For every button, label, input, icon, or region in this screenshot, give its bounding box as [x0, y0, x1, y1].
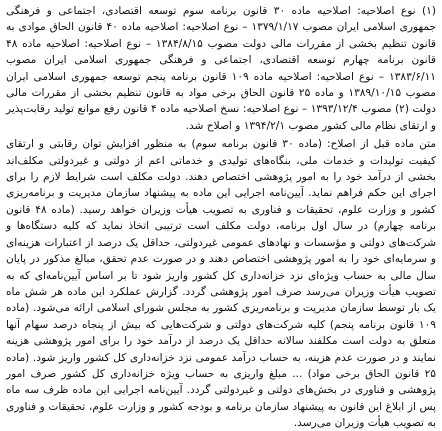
paragraph-amendment-type: (۱) نوع اصلاحیه: اصلاحیه ماده ۳۰ قانون برنامه سوم توسعه اقتصادی، اجتماعی و فرهنگی جمهوری اسلامی ایران مصوب ۱۳۷۹/۱/۱۷ – نوع اصلاحیه: اصلاحیه ماده ۴۰ قانون الحاق موادی به قانون تنظیم بخشی از مقررات مالی دولت مصوب ۱۳۸۴/۸/۱۵ – نوع اصلاحیه: اصلاحیه ماده ۴۸ قانون برنامه چهارم توسعه اقتصادی، اجتماعی و فرهنگی جمهوری اسلامی ایران مصوب ۱۳۸۳/۶/۱۱ – نوع اصلاحیه: اصلاحیه ماده ۱۰۹ قانون برنامه پنجم توسعه جمهوری اسلامی ایران مصوب ۱۳۸۹/۱۰/۱۵ و ماده ۲۵ قانون الحاق برخی مواد به قانون تنظیم بخشی از مقررات مالی دولت (۲) مصوب ۱۳۹۳/۱۲/۴ – نوع اصلاحیه: نسخ اصلاحیه ماده ۴ قانون رفع موانع تولید رقابت‌پذیر و ارتقای نظام مالی کشور مصوب ۱۳۹۴/۲/۱ و اصلاح شد.	[6, 5, 436, 132]
paragraph-text-before-amendment: متن ماده قبل از اصلاح: (ماده ۳۰ قانون برنامه سوم) به منظور افزایش توان رقابتی و ارتقای کیفیت تولیدات و خدمات ملی، بنگاه‌های تولیدی و خدماتی اعم از دولتی و غیردولتی مکلف‌اند بخشی از درآمد خود را به امور پژوهشی اختصاص دهند. دولت مکلف است شرایط لازم را برای اجرای این حکم فراهم نماید. آیین‌نامه اجرایی این ماده به پیشنهاد سازمان مدیریت و برنامه‌ریزی کشور و وزارت علوم، تحقیقات و فناوری به تصویب هیأت وزیران خواهد رسید. (ماده ۴۸ قانون برنامه چهارم) در سال اول برنامه، دولت مکلف است ترتیبی اتخاذ نماید که کلیه دستگاه‌ها و شرکت‌های دولتی و مؤسسات و نهادهای عمومی غیردولتی، حداقل یک درصد از اعتبارات هزینه‌ای و سرمایه‌ای خود را به امور پژوهشی اختصاص دهند و در صورت عدم تحقق، مبالغ مذکور در پایان سال مالی به حساب ویژه‌ای نزد خزانه‌داری کل کشور واریز شود تا بر اساس آیین‌نامه‌ای که به تصویب هیأت وزیران می‌رسد صرف امور پژوهشی گردد. گزارش عملکرد این ماده هر شش ماه یک بار توسط سازمان مدیریت و برنامه‌ریزی کشور به مجلس شورای اسلامی ارائه می‌شود. (ماده ۱۰۹ قانون برنامه پنجم) کلیه شرکت‌های دولتی و شرکت‌هایی که بیش از پنجاه درصد سهام آنها متعلق به دولت است مکلفند سالانه حداقل یک درصد از درآمد خود را برای امور پژوهشی هزینه نمایند و در صورت عدم هزینه، به حساب درآمد عمومی نزد خزانه‌داری کل کشور واریز شود. (ماده ۲۵ قانون الحاق برخی مواد) ... مبلغ واریزی به حساب ویژه خزانه‌داری کل کشور صرف امور پژوهشی و فناوری در بخش‌های دولتی و غیردولتی گردد. آیین‌نامه اجرایی این ماده ظرف سه ماه پس از ابلاغ این قانون به پیشنهاد سازمان برنامه و بودجه کشور و وزارت علوم، تحقیقات و فناوری به تصویب هیأت وزیران می‌رسد.	[6, 138, 437, 430]
